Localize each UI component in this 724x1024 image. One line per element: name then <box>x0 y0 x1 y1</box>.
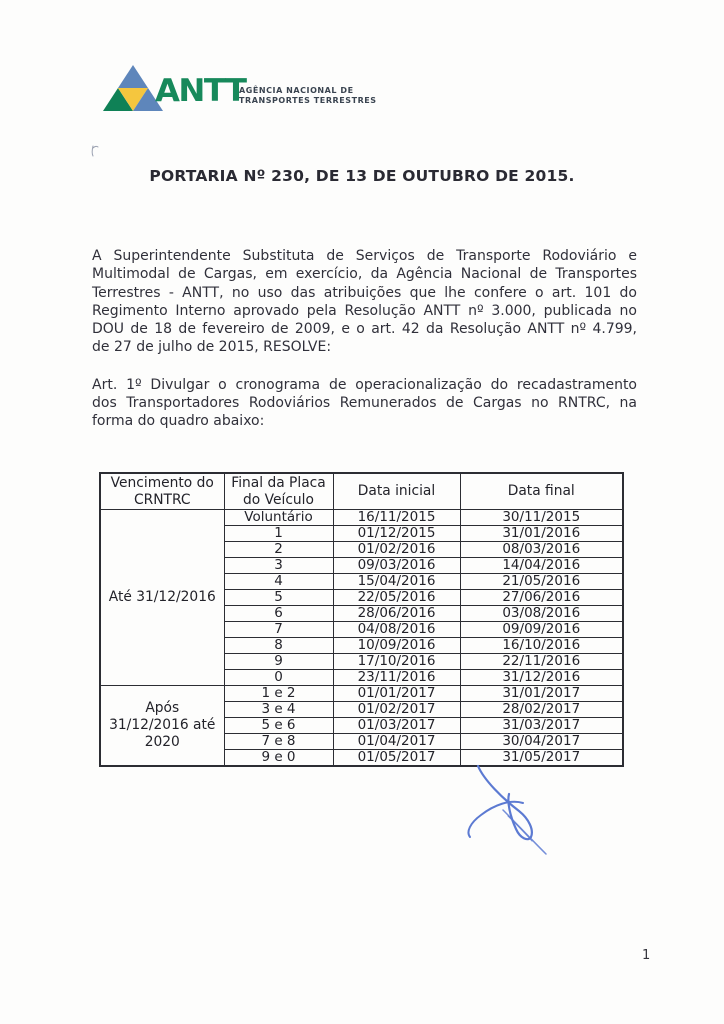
vencimento-line: Até 31/12/2016 <box>108 589 216 605</box>
paragraph-line: DOU de 18 de fevereiro de 2009, e o art. 42 da Resolução ANTT nº 4.799, <box>92 321 637 338</box>
placa-cell: 9 <box>224 654 333 670</box>
table-header-cell <box>224 473 333 510</box>
placa-cell: 1 <box>224 526 333 542</box>
data-final-cell: 03/08/2016 <box>460 606 623 622</box>
data-final-cell: 14/04/2016 <box>460 558 623 574</box>
data-final-cell: 30/11/2015 <box>460 510 623 526</box>
data-inicial-cell: 22/05/2016 <box>333 590 460 606</box>
data-final-cell: 08/03/2016 <box>460 542 623 558</box>
data-final-cell: 31/01/2017 <box>460 686 623 702</box>
data-final-cell: 09/09/2016 <box>460 622 623 638</box>
placa-cell: 3 e 4 <box>224 702 333 718</box>
paragraph-line: Art. 1º Divulgar o cronograma de operacionalização do recadastramento <box>92 376 637 393</box>
vencimento-line: 2020 <box>144 734 180 750</box>
data-final-cell: 30/04/2017 <box>460 734 623 750</box>
paragraph-line: Regimento Interno aprovado pela Resolução ANTT nº 3.000, publicada no <box>92 302 637 319</box>
placa-cell: 5 <box>224 590 333 606</box>
table-body <box>100 510 623 767</box>
placa-cell: 7 e 8 <box>224 734 333 750</box>
handwritten-signature <box>420 750 570 870</box>
paragraph <box>92 247 637 357</box>
data-inicial-cell: 28/06/2016 <box>333 606 460 622</box>
placa-cell: 4 <box>224 574 333 590</box>
table-header-cell <box>100 473 224 510</box>
document-body <box>92 247 637 450</box>
data-final-cell: 28/02/2017 <box>460 702 623 718</box>
table-row <box>100 510 623 526</box>
antt-logo <box>103 62 377 112</box>
header-line: Data inicial <box>357 483 436 500</box>
table-header-cell <box>333 473 460 510</box>
paragraph-line: de 27 de julho de 2015, RESOLVE: <box>92 339 332 356</box>
placa-cell: Voluntário <box>224 510 333 526</box>
placa-cell: 0 <box>224 670 333 686</box>
paragraph-line: A Superintendente Substituta de Serviços de Transporte Rodoviário e <box>92 248 637 264</box>
data-final-cell: 31/12/2016 <box>460 670 623 686</box>
table-header-row <box>100 473 623 510</box>
data-final-cell: 21/05/2016 <box>460 574 623 590</box>
paragraph <box>92 376 637 431</box>
data-inicial-cell: 01/04/2017 <box>333 734 460 750</box>
data-inicial-cell: 04/08/2016 <box>333 622 460 638</box>
data-final-cell: 31/01/2016 <box>460 526 623 542</box>
data-inicial-cell: 01/12/2015 <box>333 526 460 542</box>
page-title: PORTARIA Nº 230, DE 13 DE OUTUBRO DE 2015. <box>149 167 575 185</box>
vencimento-line: 31/12/2016 até <box>109 717 216 733</box>
data-inicial-cell: 10/09/2016 <box>333 638 460 654</box>
vencimento-cell <box>100 686 224 767</box>
paragraph-line: Terrestres - ANTT, no uso das atribuições que lhe confere o art. 101 do <box>92 284 637 301</box>
scan-artifact <box>90 144 100 158</box>
header-line: CRNTRC <box>133 491 191 508</box>
placa-cell: 2 <box>224 542 333 558</box>
antt-triangle-logo-icon <box>103 65 163 111</box>
table-header <box>100 473 623 510</box>
data-inicial-cell: 09/03/2016 <box>333 558 460 574</box>
paragraph-line: Multimodal de Cargas, em exercício, da Agência Nacional de Transportes <box>92 266 637 283</box>
data-final-cell: 22/11/2016 <box>460 654 623 670</box>
placa-cell: 5 e 6 <box>224 718 333 734</box>
paragraph-line: dos Transportadores Rodoviários Remunerados de Cargas no RNTRC, na <box>92 395 637 412</box>
placa-cell: 1 e 2 <box>224 686 333 702</box>
data-final-cell: 31/03/2017 <box>460 718 623 734</box>
placa-cell: 6 <box>224 606 333 622</box>
table-header-cell <box>460 473 623 510</box>
data-inicial-cell: 01/02/2017 <box>333 702 460 718</box>
data-inicial-cell: 17/10/2016 <box>333 654 460 670</box>
placa-cell: 7 <box>224 622 333 638</box>
paragraph-line: forma do quadro abaixo: <box>92 413 265 430</box>
agency-name-line1: AGÊNCIA NACIONAL DE <box>239 86 354 95</box>
data-inicial-cell: 01/05/2017 <box>333 750 460 767</box>
data-inicial-cell: 01/03/2017 <box>333 718 460 734</box>
table-row <box>100 686 623 702</box>
vencimento-cell <box>100 510 224 686</box>
data-inicial-cell: 16/11/2015 <box>333 510 460 526</box>
header-line: Final da Placa <box>231 475 326 491</box>
data-inicial-cell: 23/11/2016 <box>333 670 460 686</box>
agency-name-line2: TRANSPORTES TERRESTRES <box>239 95 377 105</box>
data-inicial-cell: 01/02/2016 <box>333 542 460 558</box>
placa-cell: 9 e 0 <box>224 750 333 767</box>
data-final-cell: 31/05/2017 <box>460 750 623 767</box>
header-line: Data final <box>507 483 575 500</box>
triangle-top <box>118 65 148 88</box>
placa-cell: 3 <box>224 558 333 574</box>
antt-wordmark: ANTT <box>155 73 246 109</box>
header-line: Vencimento do <box>110 475 214 491</box>
page-number: 1 <box>642 948 651 963</box>
vencimento-line: Após <box>145 700 180 716</box>
data-inicial-cell: 15/04/2016 <box>333 574 460 590</box>
data-final-cell: 27/06/2016 <box>460 590 623 606</box>
antt-agency-name <box>239 86 377 105</box>
placa-cell: 8 <box>224 638 333 654</box>
data-inicial-cell: 01/01/2017 <box>333 686 460 702</box>
header-line: do Veículo <box>243 491 314 508</box>
schedule-table <box>99 472 624 767</box>
data-final-cell: 16/10/2016 <box>460 638 623 654</box>
